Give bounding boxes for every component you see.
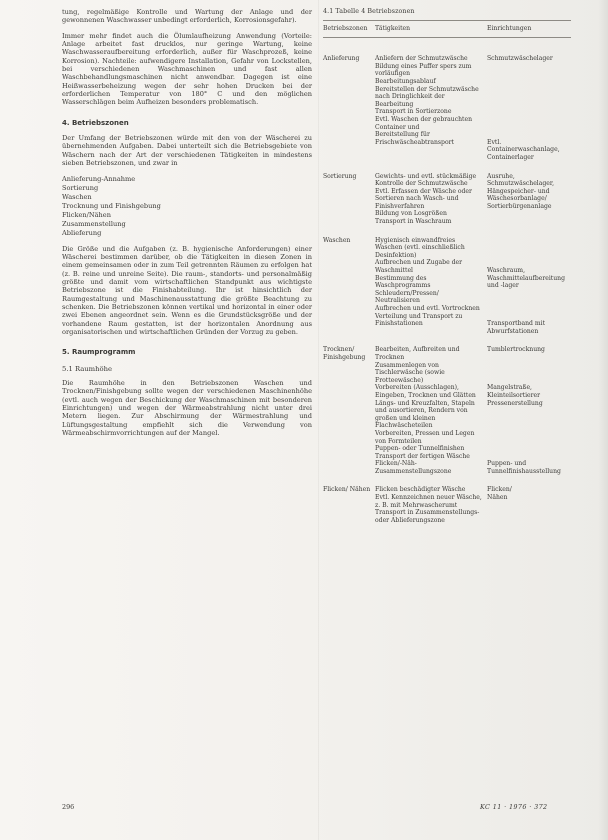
table-row — [323, 173, 571, 226]
equipment-line — [487, 445, 571, 453]
table-caption: 4.1 Tabelle 4 Betriebszonen — [323, 8, 415, 15]
table-row — [323, 55, 571, 161]
paragraph: Die Raumhöhe in den Betriebszonen Waschen und Trocknen/Finishgebung sollte wegen der verschiedenen Maschinenhöhe (evtl. auch wegen der Beschickung der Waschmaschinen mit besonderen Einrichtungen) und wegen der Wärmeabstrahlung nicht unter drei Metern liegen. Zur Abschirmung der Wärmestrahlung und Lüftungsgestaltung empfiehlt sich die Verwendung von Wärmeabschirmvorrichtungen auf der Mangel. — [62, 378, 312, 438]
list-item: Sortierung — [62, 183, 99, 192]
task-line: Bearbeiten, Aufbreiten und Trocknen — [375, 346, 460, 361]
table-header — [323, 21, 571, 38]
paragraph: Die Größe und die Aufgaben (z. B. hygienische Anforderungen) einer Wäscherei bestimmen darüber, ob die Tätigkeiten in diesen Zonen in einem gemeinsamen oder in zum Teil getrennten Räumen zu erfolgen hat (z. B. reine und unreine Seite). Die raum-, standorts- und personalmäßig größte und damit vom wirtschaftlichen Standpunkt aus wichtigste Betriebszone ist die Finishabteilung. Ihr ist hinsichtlich der Raumgestaltung und Maschinenausstattung die größte Beachtung zu schenken. Die Betriebszonen können vertikal und horizontal in einer oder zwei Ebenen angeordnet sein. Wenn es die Grundstücksgröße und der vorhandene Raum gestatten, ist der horizontalen Anordnung aus organisatorischen und wirtschaftlichen Gründen der Vorzug zu geben. — [62, 244, 312, 336]
equipment-line — [487, 305, 571, 313]
equipment-line: Flicken/ — [487, 486, 512, 494]
equipment-line: Waschraum, — [487, 267, 526, 275]
task-line: Bildung von Losgrößen — [375, 210, 447, 218]
table-row — [323, 237, 571, 336]
list-item: Flicken/Nähen — [62, 210, 111, 219]
tasks-cell — [375, 173, 483, 226]
list-item: Waschen — [62, 192, 92, 201]
task-line: Hygienisch einwandfreies Waschen (evtl. einschließlich Desinfektion) — [375, 236, 465, 259]
list-item: Anlieferung-Annahme — [62, 174, 136, 183]
equipment-line: Schmutzwäschelager — [487, 55, 553, 63]
equipment-line: Ausruhe, Schmutzwäschelager, Hängespeicher- und Wäschesorbanlage/ Sortierbürgenanlage — [487, 172, 555, 210]
paragraph: Immer mehr findet auch die Ölumlaufheizung Anwendung (Vorteile: Anlage arbeitet fast drucklos, nur geringe Wartung, keine Waschwasseraufbereitung erforderlich, außer für Waschprozeß, keine Korrosion). Nachteile: aufwendigere Installation, Gefahr von Lockstellen, bei verschiedenen Waschmaschinen und fast allen Waschbehandlungsmaschinen nicht anwendbar. Dagegen ist eine Heißwasserbeheizung wegen der sehr hohen Drucken bei der erforderlichen Temperatur von 180° C und den möglichen Wasserschlägen beim Aufheizen besonders problematisch. — [62, 31, 312, 107]
page-edge-shadow — [598, 0, 608, 840]
task-line: Bereitstellen der Schmutzwäsche nach Dringlichkeit der Bearbeitung — [375, 85, 479, 108]
task-line: Flicken beschädigter Wäsche — [375, 486, 466, 494]
task-line: Anliefern der Schmutzwäsche — [375, 55, 468, 63]
equipment-line — [487, 131, 571, 139]
zone-cell: Flicken/ Nähen — [323, 486, 371, 494]
zone-cell: Waschen — [323, 236, 351, 244]
task-line: Bearbeitungsablauf — [375, 77, 436, 85]
zone-cell: Anlieferung — [323, 55, 360, 63]
equipment-line: Mangelstraße, Kleinteilsortierer Pressenerstellung — [487, 384, 543, 407]
equipment-line — [487, 108, 571, 116]
equipment-line: Waschmittelaufbereitung und -lager — [487, 274, 565, 290]
subsection-heading: 5.1 Raumhöhe — [62, 364, 112, 373]
zone-cell: Trocknen/ Finishgebung — [323, 346, 366, 361]
equipment-cell — [487, 55, 571, 161]
list-item: Trocknung und Finishgebung — [62, 201, 161, 210]
task-line: Schleudern/Pressen/ Neutralisieren — [375, 289, 439, 305]
equipment-line — [487, 70, 571, 78]
equipment-line — [487, 259, 571, 267]
task-line: Längs- und Kreuzfalten, Stapeln und ausortieren, Rendern von großen und kleinen Flachwäscheteilen — [375, 399, 475, 430]
equipment-line — [487, 101, 571, 109]
table-body — [323, 55, 571, 524]
zone-cell: Sortierung — [323, 172, 357, 180]
journal-reference: KC 11 · 1976 · 372 — [480, 803, 548, 811]
equipment-line: Puppen- und Tunnelfinishausstellung — [487, 460, 561, 475]
equipment-line — [487, 297, 571, 305]
equipment-line — [487, 422, 571, 430]
task-line: Aufbrechen und Zugabe der Waschmittel — [375, 259, 463, 275]
task-line: Evtl. Erfassen der Wäsche oder — [375, 187, 472, 195]
equipment-line — [487, 430, 571, 438]
task-line: Verteilung und Transport zu Finishstationen — [375, 312, 463, 328]
equipment-cell — [487, 486, 571, 524]
table-row — [323, 346, 571, 475]
task-line: Sortieren nach Wasch- und Finishverfahren — [375, 195, 459, 210]
equipment-line: Tumblertrocknung — [487, 346, 545, 354]
equipment-line — [487, 252, 571, 260]
task-line: Transport der fertigen Wäsche Flicken/-Näh-Zusammenstellungszone — [375, 452, 470, 475]
equipment-line — [487, 438, 571, 446]
tasks-cell — [375, 346, 483, 475]
equipment-line — [487, 244, 571, 252]
task-line: Transport in Waschraum — [375, 218, 452, 226]
equipment-line — [487, 116, 571, 124]
equipment-line — [487, 124, 571, 132]
header-cell: Einrichtungen — [487, 24, 532, 32]
equipment-line — [487, 237, 571, 245]
task-line: Aufbrechen und evtl. Vortrocknen — [375, 305, 480, 312]
task-line: Puppen- oder Tunnelfinishen — [375, 445, 465, 453]
task-line: Transport in Sortierzone — [375, 108, 452, 116]
equipment-line — [487, 453, 571, 461]
equipment-line: Nähen — [487, 494, 508, 502]
equipment-line — [487, 290, 571, 298]
tasks-cell — [375, 55, 483, 161]
paragraph: Der Umfang der Betriebszonen würde mit den von der Wäscherei zu übernehmenden Aufgaben. Dabei unterteilt sich die Betriebsgebiete von Wäschern nach der Art der verschiedenen Tätigkeiten in mindestens sieben Betriebszonen, und zwar in — [62, 134, 312, 168]
tasks-cell — [375, 237, 483, 336]
task-line: Bestimmung des Waschprogramms — [375, 274, 431, 290]
task-line: Vorbereiten (Ausschlagen), Eingeben, Trocknen und Glätten — [375, 384, 476, 399]
header-cell: Betriebszonen — [323, 24, 368, 32]
zone-list — [62, 175, 312, 238]
task-line: Gewichts- und evtl. stückmäßige Kontrolle der Schmutzwäsche — [375, 172, 477, 188]
task-line: Evtl. Kennzeichnen neuer Wäsche, z. B. mit Mehrwascherumt — [375, 494, 482, 509]
equipment-line — [487, 407, 571, 415]
page-number: 296 — [62, 803, 75, 811]
equipment-line — [487, 313, 571, 321]
list-item: Ablieferung — [62, 228, 102, 237]
equipment-line — [487, 78, 571, 86]
equipment-line — [487, 369, 571, 377]
tasks-cell — [375, 486, 483, 524]
task-line: Bildung eines Puffer spers zum vorläufigen — [375, 62, 472, 78]
header-cell: Tätigkeiten — [375, 24, 411, 32]
equipment-line — [487, 63, 571, 71]
equipment-line — [487, 377, 571, 385]
task-line: Evtl. Waschen der gebrauchten Container und — [375, 115, 473, 131]
left-column — [62, 8, 312, 444]
equipment-line — [487, 86, 571, 94]
equipment-line: Transportband mit Abwurfstationen — [487, 320, 546, 335]
section-heading: 4. Betriebszonen — [62, 118, 129, 127]
section-heading: 5. Raumprogramm — [62, 348, 136, 357]
task-line: Transport in Zusammenstellungs- oder Ablieferungszone — [375, 509, 480, 524]
list-item: Zusammenstellung — [62, 219, 126, 228]
equipment-cell — [487, 346, 571, 475]
task-line: Bereitstellung für Frischwäscheabtransport — [375, 131, 454, 146]
equipment-line — [487, 93, 571, 101]
equipment-line: Evtl. Containerwaschanlage, Containerlager — [487, 138, 560, 161]
equipment-cell — [487, 173, 571, 226]
equipment-line — [487, 415, 571, 423]
table-column — [323, 8, 571, 524]
equipment-cell — [487, 237, 571, 336]
equipment-line — [487, 362, 571, 370]
paragraph: tung, regelmäßige Kontrolle und Wartung der Anlage und der gewonnenen Waschwasser unbedingt erforderlich, Korrosionsgefahr). — [62, 8, 312, 25]
page-fold — [318, 0, 319, 840]
equipment-line — [487, 354, 571, 362]
task-line: Zusammenlegen von Tischlerwäsche (sowie Frotteewäsche) — [375, 361, 445, 384]
table-row — [323, 486, 571, 524]
task-line: Vorbereiten, Pressen und Legen von Formteilen — [375, 429, 475, 445]
